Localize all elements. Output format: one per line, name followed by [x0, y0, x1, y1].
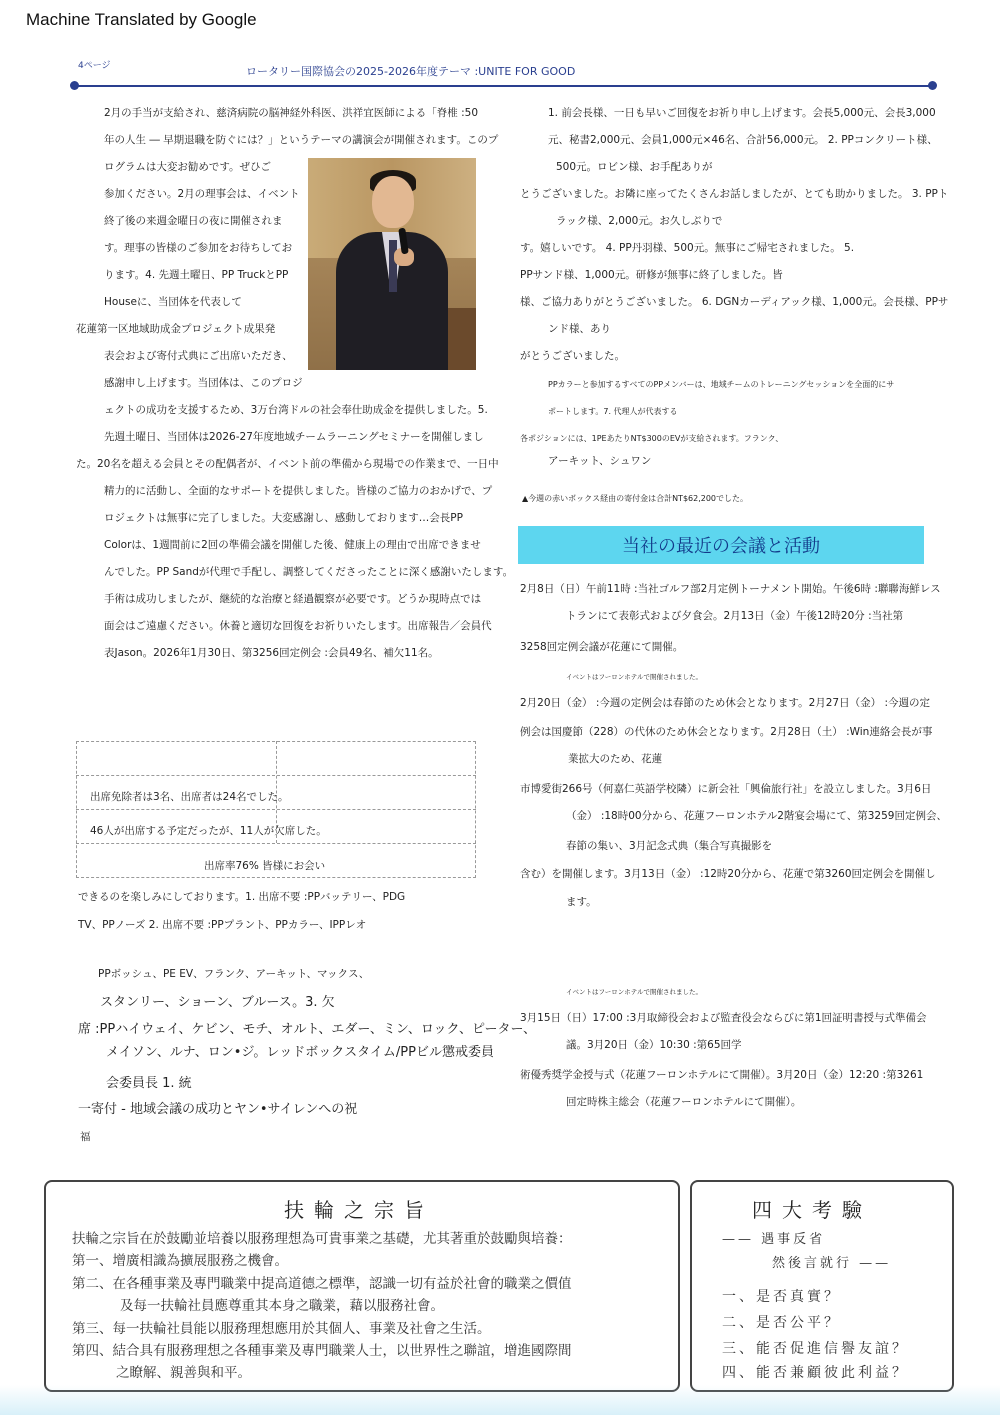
attendance-row: 46人が出席する予定だったが、11人が欠席した。 — [90, 825, 327, 837]
event-line: 3258回定例会議が花蓮にて開催。 — [520, 641, 684, 653]
object-line: 第一、增廣相識為擴展服務之機會。 — [72, 1253, 288, 1269]
header-rule-dot-left — [70, 81, 79, 90]
text-line: 年の人生 ― 早期退職を防ぐには？」というテーマの講演会が開催されます。このプ — [104, 134, 499, 146]
text-line: 席 :PPハイウェイ、ケビン、モチ、オルト、エダー、ミン、ロック、ピーター、 — [78, 1022, 537, 1037]
object-of-rotary-box — [44, 1180, 680, 1392]
text-line: 花蓮第一区地域助成金プロジェクト成果発 — [76, 323, 276, 335]
four-way-test-item: 三、能否促進信譽友誼？ — [722, 1341, 909, 1357]
object-line: 之瞭解、親善與和平。 — [116, 1365, 251, 1381]
four-way-test-box — [690, 1180, 954, 1392]
text-line: 会委員長 1. 統 — [106, 1076, 192, 1091]
text-line: ログラムは大変お勧めです。ぜひご — [104, 161, 272, 173]
event-line: 業拡大のため、花蓮 — [568, 753, 663, 765]
object-line: 及每一扶輪社員應尊重其本身之職業，藉以服務社會。 — [120, 1298, 444, 1314]
text-line: 参加ください。2月の理事会は、イベント — [104, 188, 300, 200]
attendance-row: 出席率76% 皆様にお会い — [204, 860, 326, 872]
text-line: PPカラーと参加するすべてのPPメンバーは、地域チームのトレーニングセッションを全面的にサ — [548, 380, 895, 389]
text-line: スタンリー、ショーン、ブルース。3. 欠 — [100, 995, 335, 1010]
event-line: 3月15日（日）17:00 :3月取締役会および監査役会ならびに第1回証明書授与式準備会 — [520, 1012, 927, 1024]
text-line: 表会および寄付式典にご出席いただき、 — [104, 350, 293, 362]
text-line: ンド様、あり — [548, 323, 611, 335]
object-line: 第三、每一扶輪社員能以服務理想應用於其個人、事業及社會之生活。 — [72, 1321, 491, 1337]
event-line: 議。3月20日（金）10:30 :第65回学 — [566, 1039, 742, 1051]
text-line: ポートします。7. 代理人が代表する — [548, 407, 678, 416]
event-line: 含む）を開催します。3月13日（金） :12時20分から、花蓮で第3260回定例会を開催し — [520, 868, 936, 880]
text-line: た。20名を超える会員とその配偶者が、イベント前の準備から現場での作業まで、一日中 — [76, 458, 499, 470]
text-line: 500元。ロビン様、お手配ありが — [556, 161, 713, 173]
four-way-test-subtitle: —— 遇事反省 — [722, 1232, 826, 1247]
text-line: PPボッシュ、PE EV、フランク、アーキット、マックス、 — [98, 968, 370, 980]
text-line: 手術は成功しましたが、継続的な治療と経過観察が必要です。どうか現時点では — [104, 593, 482, 605]
event-line: 2月20日（金） :今週の定例会は春節のため休会となります。2月27日（金） :今週の定 — [520, 697, 930, 709]
event-line: 春節の集い、3月記念式典（集合写真撮影を — [566, 840, 773, 852]
event-line: 回定時株主総会（花蓮フーロンホテルにて開催）。 — [566, 1096, 802, 1108]
header-rule-dot-right — [928, 81, 937, 90]
text-line: んでした。PP Sandが代理で手配し、調整してくださったことに深く感謝いたします。 — [104, 566, 514, 578]
text-line: ェクトの成功を支援するため、3万台湾ドルの社会奉仕助成金を提供しました。5. — [104, 404, 488, 416]
object-of-rotary-title: 扶輪之宗旨 — [284, 1198, 434, 1222]
four-way-test-item: 二、是否公平？ — [722, 1315, 841, 1331]
text-line: できるのを楽しみにしております。1. 出席不要 :PPバッテリー、PDG — [78, 891, 406, 903]
object-line: 扶輪之宗旨在於鼓勵並培養以服務理想為可貴事業之基礎，尤其著重於鼓勵與培養： — [72, 1231, 572, 1247]
object-line: 第二、在各種事業及專門職業中提高道德之標準，認識一切有益於社會的職業之價值 — [72, 1276, 572, 1292]
text-line: とうございました。お隣に座ってたくさんお話しましたが、とても助かりました。 3. PPト — [520, 188, 949, 200]
event-line: 2月8日（日）午前11時 :当社ゴルフ部2月定例トーナメント開始。午後6時 :聯聯海鮮レス — [520, 583, 941, 595]
text-line: 福 — [80, 1131, 91, 1143]
text-line: がとうございました。 — [520, 350, 625, 362]
text-line: Colorは、1週間前に2回の準備会議を開催した後、健康上の理由で出席できませ — [104, 539, 481, 551]
text-line: 先週土曜日、当団体は2026-27年度地域チームラーニングセミナーを開催しまし — [104, 431, 484, 443]
event-note: イベントはフーロンホテルで開催されました。 — [566, 988, 702, 996]
text-line: アーキット、シュワン — [548, 455, 652, 467]
header-rule — [74, 85, 934, 87]
text-line: 各ポジションには、1PEあたりNT$300のEVが支給されます。フランク、 — [520, 434, 784, 443]
event-note: イベントはフーロンホテルで開催されました。 — [566, 673, 702, 681]
text-line: 2月の手当が支給され、慈済病院の脳神経外科医、洪祥宜医師による「脊椎 :50 — [104, 107, 479, 119]
text-line: TV、PPノーズ 2. 出席不要 :PPプラント、PPカラー、IPPレオ — [78, 919, 367, 931]
theme-header: ロータリー国際協会の2025-2026年度テーマ :UNITE FOR GOOD — [246, 65, 576, 78]
text-line: メイソン、ルナ、ロン•ジ。レッドボックスタイム/PPビル懲戒委員 — [106, 1045, 494, 1060]
text-line: 元、秘書2,000元、会員1,000元×46名、合計56,000元。 2. PPコンクリート様、 — [548, 134, 938, 146]
attendance-row: 出席免除者は3名、出席者は24名でした。 — [90, 791, 289, 803]
event-line: トランにて表彰式および夕食会。2月13日（金）午後12時20分 :当社第 — [566, 610, 904, 622]
text-line: PPサンド様、1,000元。研修が無事に終了しました。皆 — [520, 269, 783, 281]
text-line: す。理事の皆様のご参加をお待ちしてお — [104, 242, 293, 254]
text-line: 精力的に活動し、全面的なサポートを提供しました。皆様のご協力のおかげで、プ — [104, 485, 493, 497]
four-way-test-subtitle: 然後言就行 —— — [772, 1256, 892, 1271]
event-line: 例会は国慶節（228）の代休のため休会となります。2月28日（土） :Win連絡会長が事 — [520, 726, 933, 738]
text-line: 1. 前会長様、一日も早いご回復をお祈り申し上げます。会長5,000元、会長3,000 — [548, 107, 936, 119]
four-way-test-title: 四大考驗 — [752, 1198, 872, 1222]
event-line: 術優秀奨学金授与式（花蓮フーロンホテルにて開催）。3月20日（金）12:20 :第3261 — [520, 1069, 924, 1081]
four-way-test-item: 一、是否真實？ — [722, 1289, 841, 1305]
text-line: ります。4. 先週土曜日、PP TruckとPP — [104, 269, 289, 281]
red-box-total: ▲今週の赤いボックス経由の寄付金は合計NT$62,200でした。 — [522, 494, 749, 503]
event-line: 市博愛街266号（何嘉仁英語学校隣）に新会社「興倫旅行社」を設立しました。3月6日 — [520, 783, 932, 795]
text-line: Houseに、当団体を代表して — [104, 296, 242, 308]
event-line: ます。 — [566, 896, 597, 908]
text-line: 一寄付 - 地域会議の成功とヤン•サイレンへの祝 — [78, 1102, 358, 1117]
page-number: 4ページ — [78, 61, 111, 71]
footer-wave-decoration — [0, 1385, 1000, 1415]
text-line: 感謝申し上げます。当団体は、このプロジ — [104, 377, 303, 389]
section-title-banner: 当社の最近の会議と活動 — [518, 526, 924, 564]
machine-translation-attribution: Machine Translated by Google — [26, 10, 257, 29]
speaker-photo — [308, 158, 476, 370]
text-line: 様、ご協力ありがとうございました。 6. DGNカーディアック様、1,000元。会長様、PPサ — [520, 296, 949, 308]
event-line: （金） :18時00分から、花蓮フーロンホテル2階宴会場にて、第3259回定例会、 — [566, 810, 947, 822]
text-line: ロジェクトは無事に完了しました。大変感謝し、感動しております…会長PP — [104, 512, 463, 524]
attendance-table — [76, 741, 476, 878]
text-line: す。嬉しいです。 4. PP丹羽様、500元。無事にご帰宅されました。 5. — [520, 242, 855, 254]
text-line: 面会はご遠慮ください。休養と適切な回復をお祈りいたします。出席報告／会員代 — [104, 620, 492, 632]
object-line: 第四、結合具有服務理想之各種事業及專門職業人士，以世界性之聯誼，增進國際間 — [72, 1343, 572, 1359]
text-line: 表Jason。2026年1月30日、第3256回定例会 :会員49名、補欠11名。 — [104, 647, 439, 659]
text-line: ラック様、2,000元。お久しぶりで — [556, 215, 723, 227]
four-way-test-item: 四、能否兼顧彼此利益？ — [722, 1365, 909, 1381]
text-line: 終了後の来週金曜日の夜に開催されま — [104, 215, 283, 227]
